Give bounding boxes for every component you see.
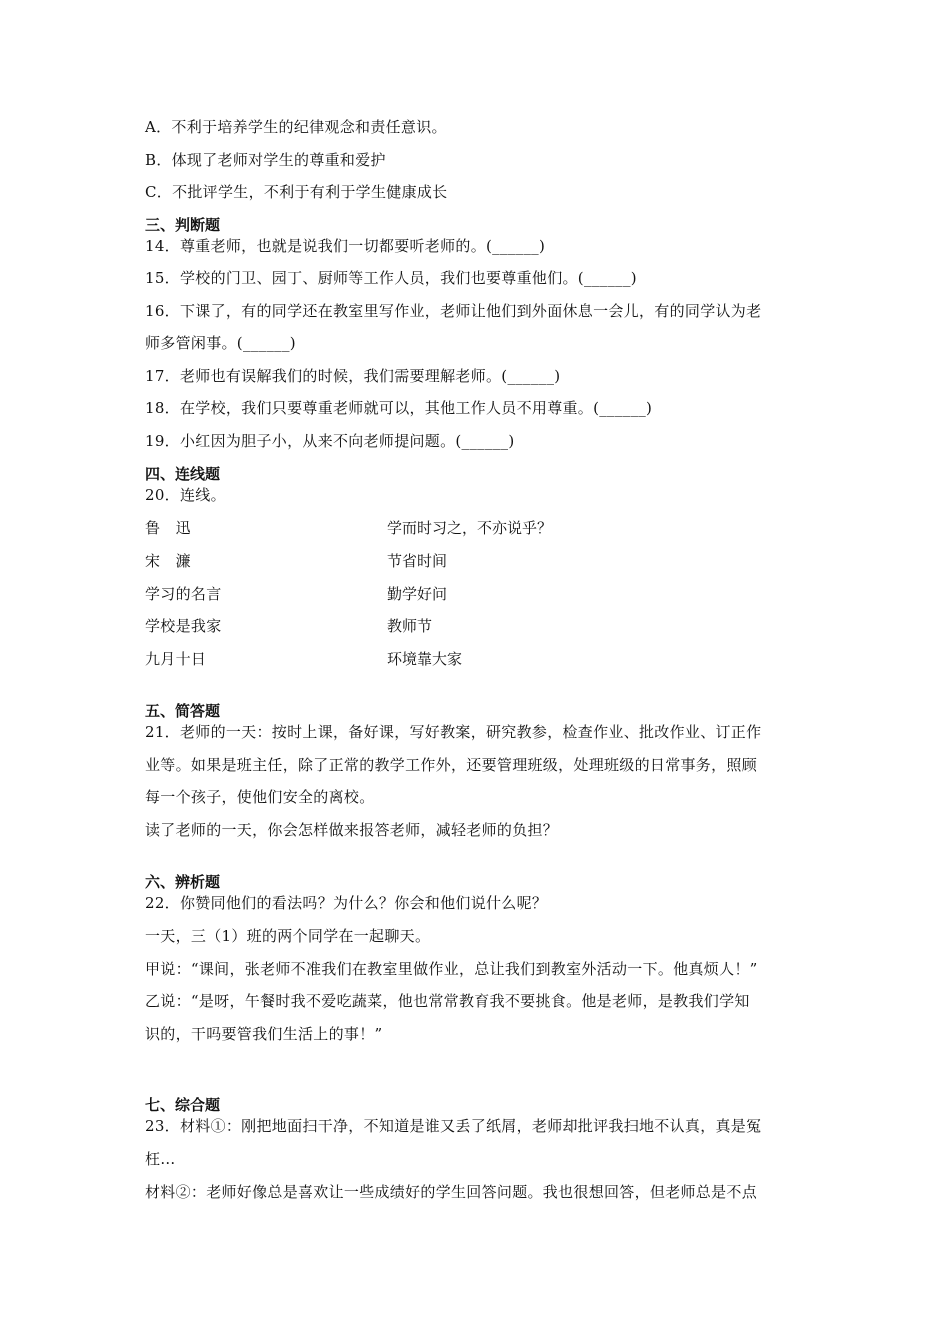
match-left-item: 鲁 迅 (145, 519, 191, 537)
question-21-prompt: 读了老师的一天，你会怎样做来报答老师，减轻老师的负担？ (145, 821, 559, 839)
section-title-matching: 四、连线题 (145, 465, 221, 483)
question-17: 17．老师也有误解我们的时候，我们需要理解老师。(______) (145, 367, 561, 385)
question-19: 19．小红因为胆子小，从来不向老师提问题。(______) (145, 432, 515, 450)
question-22: 22．你赞同他们的看法吗？为什么？你会和他们说什么呢？ (145, 894, 548, 912)
question-16-cont: 师多管闲事。(______) (145, 334, 296, 352)
match-left-item: 学校是我家 (145, 617, 222, 635)
question-23-material-2: 材料②：老师好像总是喜欢让一些成绩好的学生回答问题。我也很想回答，但老师总是不点 (145, 1183, 758, 1201)
question-22-quote-a: 甲说：“课间，张老师不准我们在教室里做作业，总让我们到教室外活动一下。他真烦人！” (145, 960, 758, 978)
question-22-quote-b-cont: 识的，干吗要管我们生活上的事！” (145, 1025, 383, 1043)
match-left-item: 宋 濂 (145, 552, 191, 570)
question-21: 21．老师的一天：按时上课，备好课，写好教案，研究教参，检查作业、批改作业、订正作 (145, 723, 762, 741)
question-21-cont: 每一个孩子，使他们安全的离校。 (145, 788, 375, 806)
option-a: A．不利于培养学生的纪律观念和责任意识。 (145, 118, 447, 136)
question-21-cont: 业等。如果是班主任，除了正常的教学工作外，还要管理班级，处理班级的日常事务，照顾 (145, 756, 758, 774)
question-22-context: 一天，三（1）班的两个同学在一起聊天。 (145, 927, 431, 945)
option-b: B．体现了老师对学生的尊重和爱护 (145, 151, 386, 169)
question-14: 14．尊重老师，也就是说我们一切都要听老师的。(______) (145, 237, 546, 255)
question-23: 23．材料①：刚把地面扫干净，不知道是谁又丢了纸屑，老师却批评我扫地不认真，真是冤 (145, 1117, 762, 1135)
match-right-item: 勤学好问 (387, 585, 448, 603)
match-left-item: 九月十日 (145, 650, 207, 668)
option-c: C．不批评学生，不利于有利于学生健康成长 (145, 183, 448, 201)
match-right-item: 环境靠大家 (387, 650, 463, 668)
question-22-quote-b: 乙说：“是呀，午餐时我不爱吃蔬菜，他也常常教育我不要挑食。他是老师，是教我们学知 (145, 992, 750, 1010)
question-16: 16．下课了，有的同学还在教室里写作业，老师让他们到外面休息一会儿，有的同学认为老 (145, 302, 762, 320)
question-18: 18．在学校，我们只要尊重老师就可以，其他工作人员不用尊重。(______) (145, 399, 653, 417)
section-title-short-answer: 五、简答题 (145, 702, 221, 720)
question-23-cont: 枉… (145, 1150, 176, 1168)
match-right-item: 教师节 (387, 617, 433, 635)
question-20: 20．连线。 (145, 486, 226, 504)
match-right-item: 学而时习之，不亦说乎？ (387, 519, 553, 537)
section-title-judgement: 三、判断题 (145, 216, 221, 234)
match-left-item: 学习的名言 (145, 585, 222, 603)
match-right-item: 节省时间 (387, 552, 448, 570)
section-title-analysis: 六、辨析题 (145, 873, 221, 891)
section-title-comprehensive: 七、综合题 (145, 1096, 221, 1114)
question-15: 15．学校的门卫、园丁、厨师等工作人员，我们也要尊重他们。(______) (145, 269, 637, 287)
